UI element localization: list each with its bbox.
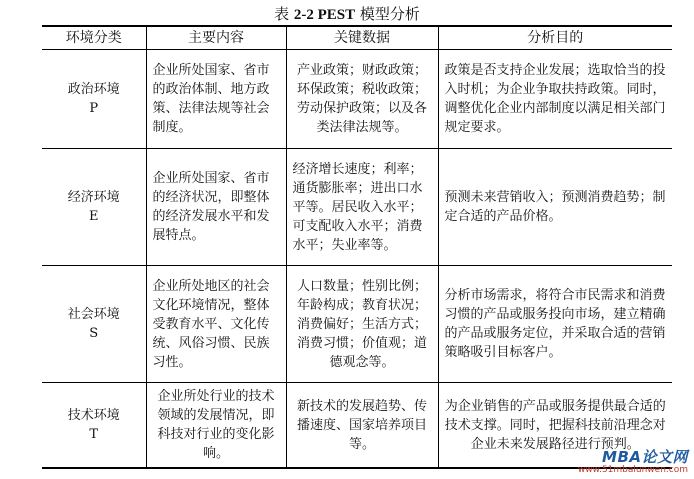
row-key-data: 新技术的发展趋势、传播速度、国家培养项目等。	[286, 383, 438, 469]
pest-table	[42, 25, 672, 469]
row-content: 企业所处国家、省市的政治体制、地方政策、法律法规等社会制度。	[146, 50, 286, 149]
header-key-data: 关键数据	[286, 26, 438, 50]
row-content: 企业所处国家、省市的经济状况，即整体的经济发展水平和发展特点。	[146, 149, 286, 266]
row-code: E	[89, 209, 99, 224]
row-purpose: 为企业销售的产品或服务提供最合适的技术支撑。同时，把握科技前沿理念对企业未来发展路径进行预判。	[438, 383, 672, 469]
caption-prefix: 表	[274, 5, 290, 23]
row-category: 政治环境	[67, 82, 120, 97]
row-purpose: 政策是否支持企业发展；选取恰当的投入时机；为企业争取扶持政策。同时，调整优化企业内部制度以满足相关部门规定要求。	[438, 50, 672, 149]
row-category: 技术环境	[67, 408, 120, 423]
row-category-cell	[42, 383, 146, 469]
row-code: S	[89, 326, 99, 341]
row-key-data: 人口数量；性别比例；年龄构成；教育状况；消费偏好；生活方式；消费习惯；价值观；道德观念等。	[286, 266, 438, 383]
header-content: 主要内容	[146, 26, 286, 50]
row-purpose: 预测未来营销收入；预测消费趋势；制定合适的产品价格。	[438, 149, 672, 266]
row-purpose: 分析市场需求，将符合市民需求和消费习惯的产品或服务投向市场，建立精确的产品或服务定位，并采取合适的营销策略吸引目标客户。	[438, 266, 672, 383]
caption-suffix: 模型分析	[359, 5, 420, 23]
row-code: P	[89, 101, 99, 116]
row-key-data: 产业政策；财政政策；环保政策；税收政策；劳动保护政策；以及各类法律法规等。	[286, 50, 438, 149]
row-category-cell	[42, 50, 146, 149]
header-category: 环境分类	[42, 26, 146, 50]
row-content: 企业所处地区的社会文化环境情况，整体受教育水平、文化传统、风俗习惯、民族习性。	[146, 266, 286, 383]
row-category: 社会环境	[67, 307, 120, 322]
row-key-data: 经济增长速度；利率；通货膨胀率；进出口水平等。居民收入水平；可支配收入水平；消费水平；失业率等。	[286, 149, 438, 266]
row-category: 经济环境	[67, 190, 120, 205]
caption-number: 2-2 PEST	[293, 7, 356, 23]
header-row	[42, 26, 672, 50]
row-category-cell	[42, 266, 146, 383]
table-row-social	[42, 266, 672, 383]
watermark-logo: MBA论文网	[602, 448, 688, 466]
row-category-cell	[42, 149, 146, 266]
watermark-url: www.51mbalunwen.com	[577, 465, 688, 475]
row-code: T	[89, 427, 99, 442]
table-row-technology	[42, 383, 672, 469]
row-content: 企业所处行业的技术领域的发展情况，即科技对行业的变化影响。	[146, 383, 286, 469]
table-row-economic	[42, 149, 672, 266]
table-row-political	[42, 50, 672, 149]
header-purpose: 分析目的	[438, 26, 672, 50]
table-caption	[0, 4, 694, 25]
